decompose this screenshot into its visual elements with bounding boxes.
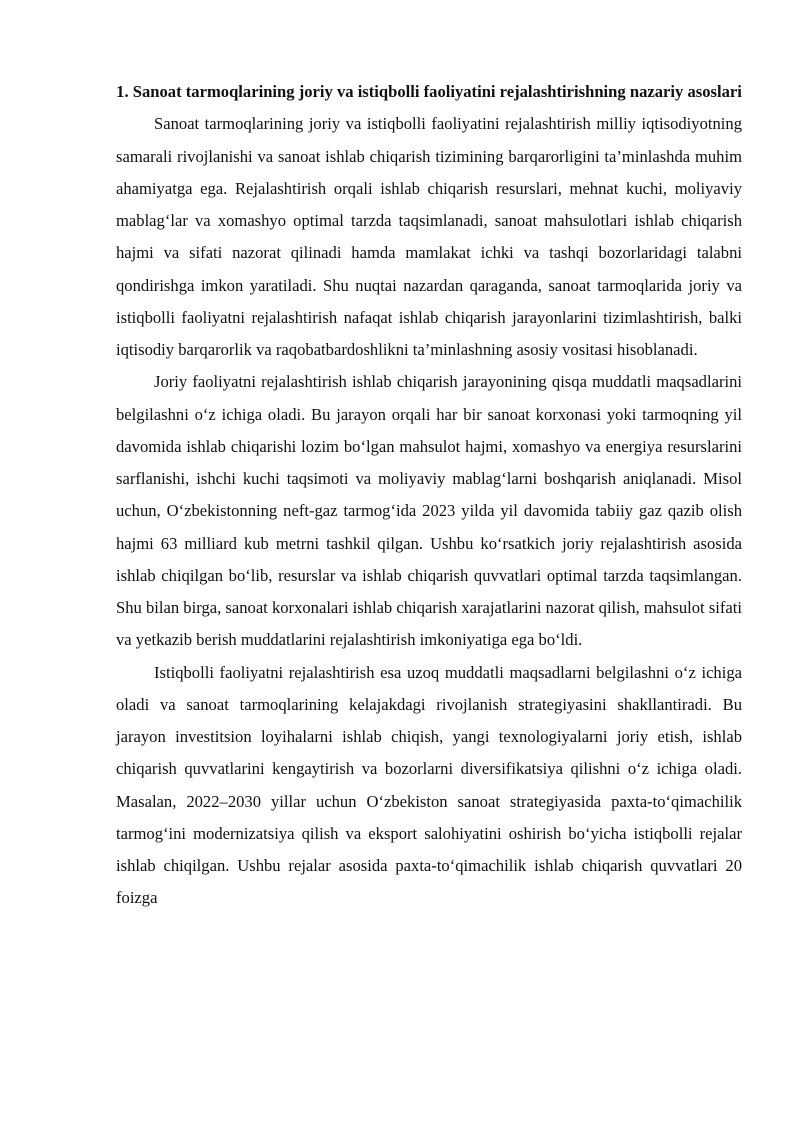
- paragraph-3: Istiqbolli faoliyatni rejalashtirish esa uzoq muddatli maqsadlarni belgilashni o‘z ichiga oladi va sanoat tarmoqlarining kelajakdagi rivojlanish strategiyasini shakllantiradi. Bu jarayon investitsion loyihalarni ishlab chiqish, yangi texnologiyalarni joriy etish, ishlab chiqarish quvvatlarini kengaytirish va bozorlarni diversifikatsiya qilishni o‘z ichiga oladi. Masalan, 2022–2030 yillar uchun O‘zbekiston sanoat strategiyasida paxta-to‘qimachilik tarmog‘ini modernizatsiya qilish va eksport salohiyatini oshirish bo‘yicha istiqbolli rejalar ishlab chiqilgan. Ushbu rejalar asosida paxta-to‘qimachilik ishlab chiqarish quvvatlari 20 foizga: [116, 662, 742, 908]
- document-page: [116, 76, 742, 915]
- paragraph-2: Joriy faoliyatni rejalashtirish ishlab chiqarish jarayonining qisqa muddatli maqsadlarini belgilashni o‘z ichiga oladi. Bu jarayon orqali har bir sanoat korxonasi yoki tarmoqning yil davomida ishlab chiqarishi lozim bo‘lgan mahsulot hajmi, xomashyo va energiya resurslarini sarflanishi, ishchi kuchi taqsimoti va moliyaviy mablag‘larni boshqarish aniqlanadi. Misol uchun, O‘zbekistonning neft-gaz tarmog‘ida 2023 yilda yil davomida tabiiy gaz qazib olish hajmi 63 milliard kub metrni tashkil qilgan. Ushbu ko‘rsatkich joriy rejalashtirish asosida ishlab chiqilgan bo‘lib, resurslar va ishlab chiqarish quvvatlari optimal tarzda taqsimlangan. Shu bilan birga, sanoat korxonalari ishlab chiqarish xarajatlarini nazorat qilish, mahsulot sifati va yetkazib berish muddatlarini rejalashtirish imkoniyatiga ega bo‘ldi.: [116, 372, 742, 650]
- section-heading: 1. Sanoat tarmoqlarining joriy va istiqbolli faoliyatini rejalashtirishning nazariy asoslari: [116, 82, 742, 101]
- paragraph-1: Sanoat tarmoqlarining joriy va istiqbolli faoliyatini rejalashtirish milliy iqtisodiyotning samarali rivojlanishi va sanoat ishlab chiqarish tizimining barqarorligini ta’minlashda muhim ahamiyatga ega. Rejalashtirish orqali ishlab chiqarish resurslari, mehnat kuchi, moliyaviy mablag‘lar va xomashyo optimal tarzda taqsimlanadi, sanoat mahsulotlari ishlab chiqarish hajmi va sifati nazorat qilinadi hamda mamlakat ichki va tashqi bozorlaridagi talabni qondirishga imkon yaratiladi. Shu nuqtai nazardan qaraganda, sanoat tarmoqlarida joriy va istiqbolli faoliyatni rejalashtirish nafaqat ishlab chiqarish jarayonlarini tizimlashtirish, balki iqtisodiy barqarorlik va raqobatbardoshlikni ta’minlashning asosiy vositasi hisoblanadi.: [116, 114, 742, 359]
